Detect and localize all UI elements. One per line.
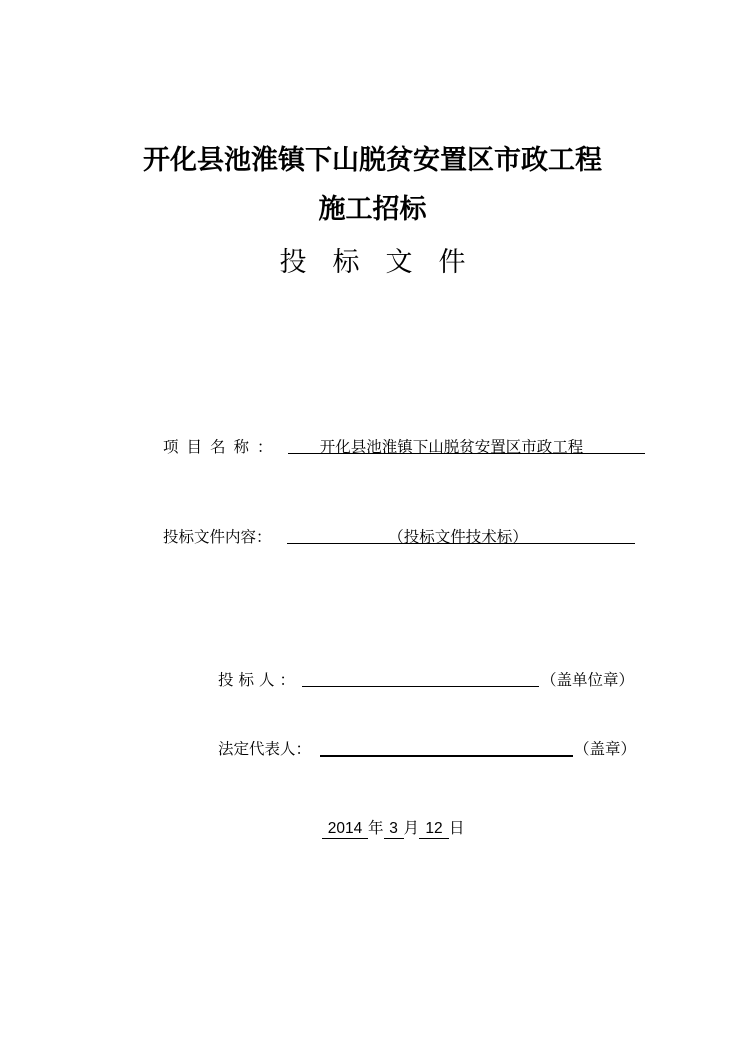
date-year-unit: 年 [368,819,384,837]
date-row [322,816,465,839]
legal-rep-signature-line [320,735,573,757]
date-day: 12 [419,820,449,839]
bidder-seal-note: （盖单位章） [541,671,635,689]
project-name-label: 项目名称： [163,438,281,456]
date-year: 2014 [322,820,368,839]
content-label: 投标文件内容： [163,528,272,546]
date-day-unit: 日 [449,819,465,837]
document-title-line3: 投标文件 [279,247,492,278]
document-title-line1: 开化县池淮镇下山脱贫安置区市政工程 [143,145,602,176]
bidder-label: 投标人： [218,671,301,689]
content-value: （投标文件技术标） [388,528,528,546]
date-month-unit: 月 [403,819,420,837]
legal-rep-label: 法定代表人： [218,740,312,758]
document-title-line2: 施工招标 [318,194,427,225]
bidder-signature-line [302,666,539,687]
project-name-value: 开化县池淮镇下山脱贫安置区市政工程 [319,438,584,456]
date-month: 3 [384,820,404,839]
legal-rep-seal-note: （盖章） [574,740,637,758]
